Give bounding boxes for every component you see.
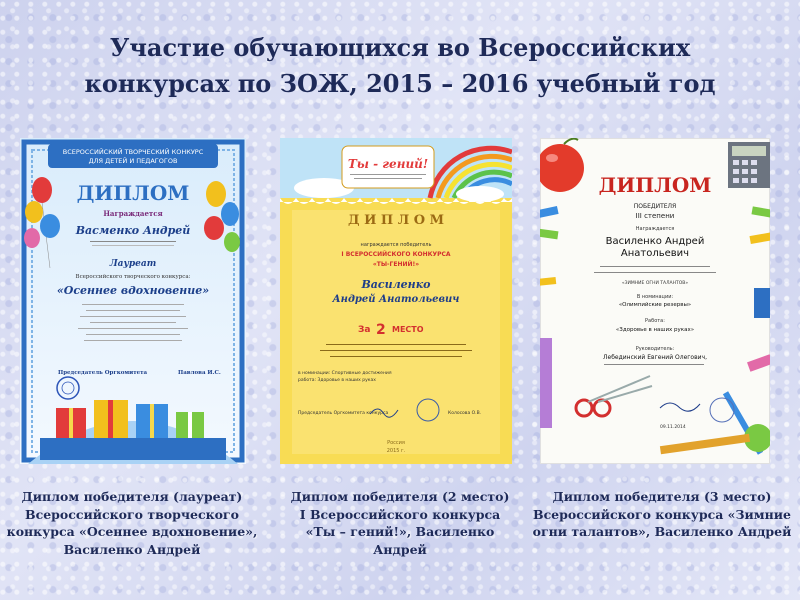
diploma-3-heading: ДИПЛОМ [598,173,712,197]
diploma-2-round: I ВСЕРОССИЙСКОГО КОНКУРСА [341,251,451,258]
diploma-1-header-2: ДЛЯ ДЕТЕЙ И ПЕДАГОГОВ [88,157,178,165]
title-line-2: конкурсах по ЗОЖ, 2015 – 2016 учебный год [84,69,716,98]
diploma-1-caption-line-2: Всероссийского творческого [25,506,239,522]
diploma-3-caption [528,488,796,541]
diploma-1-caption [4,488,260,558]
page-title [0,30,800,102]
diploma-3-leader-label: Руководитель: [635,346,675,352]
diploma-3-contest: «ЗИМНИЕ ОГНИ ТАЛАНТОВ» [621,281,689,286]
diploma-3-caption-line-1: Диплом победителя (3 место) [552,489,772,504]
title-line-1: Участие обучающихся во Всероссийских [109,33,691,62]
diploma-3-work: «Здоровье в наших руках» [615,327,695,333]
diploma-2-caption-line-4: Андрей [373,541,427,557]
diploma-2-work: работа: Здоровье в наших руках [298,378,376,383]
diploma-2-nomination: в номинации: Спортивные достижения [298,371,392,376]
diploma-3-nomination-label: В номинации: [636,294,674,300]
diploma-2-caption-line-3: «Ты – гений!», Василенко [305,524,495,539]
diploma-2-name-2: Андрей Анатольевич [332,294,460,305]
diploma-3-degree: III степени [635,212,675,220]
diploma-1-caption-line-4: Василенко Андрей [63,541,201,557]
diploma-3-caption-line-2: Всероссийского конкурса «Зимние [533,506,791,522]
diploma-2-country: Россия [387,440,405,446]
diploma-3-name-1: Василенко Андрей [605,236,705,247]
diploma-2-illustration [280,138,512,464]
diploma-2-heading: Д И П Л О М [348,213,444,228]
diploma-2-place-prefix: За [358,325,371,335]
diploma-3-illustration [540,138,770,464]
diploma-1-header: ВСЕРОССИЙСКИЙ ТВОРЧЕСКИЙ КОНКУРС [62,148,204,156]
diploma-2-org-name: Колосова О.В. [448,411,482,416]
diploma-1-contest: «Осеннее вдохновение» [56,284,210,297]
diploma-image-3 [540,138,770,464]
diploma-3-awarded: Награждается [635,226,675,232]
diploma-image-1 [20,138,246,464]
diploma-2-caption-line-2: I Всероссийского конкурса [299,506,501,522]
diploma-2-name-1: Василенко [361,278,431,291]
diploma-3-work-label: Работа: [645,318,665,324]
diploma-1-caption-line-1: Диплом победителя (лауреат) [21,489,243,504]
diploma-3-nomination: «Олимпийские резервы» [618,302,692,308]
diploma-2-caption-line-1: Диплом победителя (2 место) [290,489,510,504]
diploma-1-contest-type: Всероссийского творческого конкурса: [75,274,191,280]
diploma-3-leader: Лебединский Евгений Олегович, [603,354,707,361]
diploma-1-illustration [20,138,246,464]
diploma-2-logo: Ты - гений! [347,157,429,171]
diploma-1-chair-name: Павлова И.С. [178,370,221,376]
diploma-1-laureate: Лауреат [109,259,157,269]
diploma-2-place-word: МЕСТО [392,325,424,334]
diploma-2-awarded: награждается победитель [360,242,432,248]
diploma-image-2 [280,138,512,464]
diploma-1-caption-line-3: конкурса «Осеннее вдохновение», [6,524,258,539]
diploma-3-winner: ПОБЕДИТЕЛЯ [633,203,677,210]
diploma-2-org-label: Председатель Оргкомитета конкурса [298,411,389,416]
diploma-1-name: Васменко Андрей [75,224,191,237]
diploma-1-chair: Председатель Оргкомитета [58,370,148,376]
diploma-1-awarded: Награждается [103,209,163,218]
diploma-3-name-2: Анатольевич [620,248,690,259]
diploma-2-contest: «ТЫ-ГЕНИЙ!» [372,261,420,268]
diploma-1-heading: ДИПЛОМ [76,181,190,205]
diploma-2-caption [272,488,528,558]
diploma-2-year: 2015 г. [386,448,406,454]
diploma-2-place-number: 2 [376,322,386,338]
diploma-3-date: 09.11.2014 [660,425,686,430]
diploma-3-caption-line-3: огни талантов», Василенко Андрей [532,524,792,539]
